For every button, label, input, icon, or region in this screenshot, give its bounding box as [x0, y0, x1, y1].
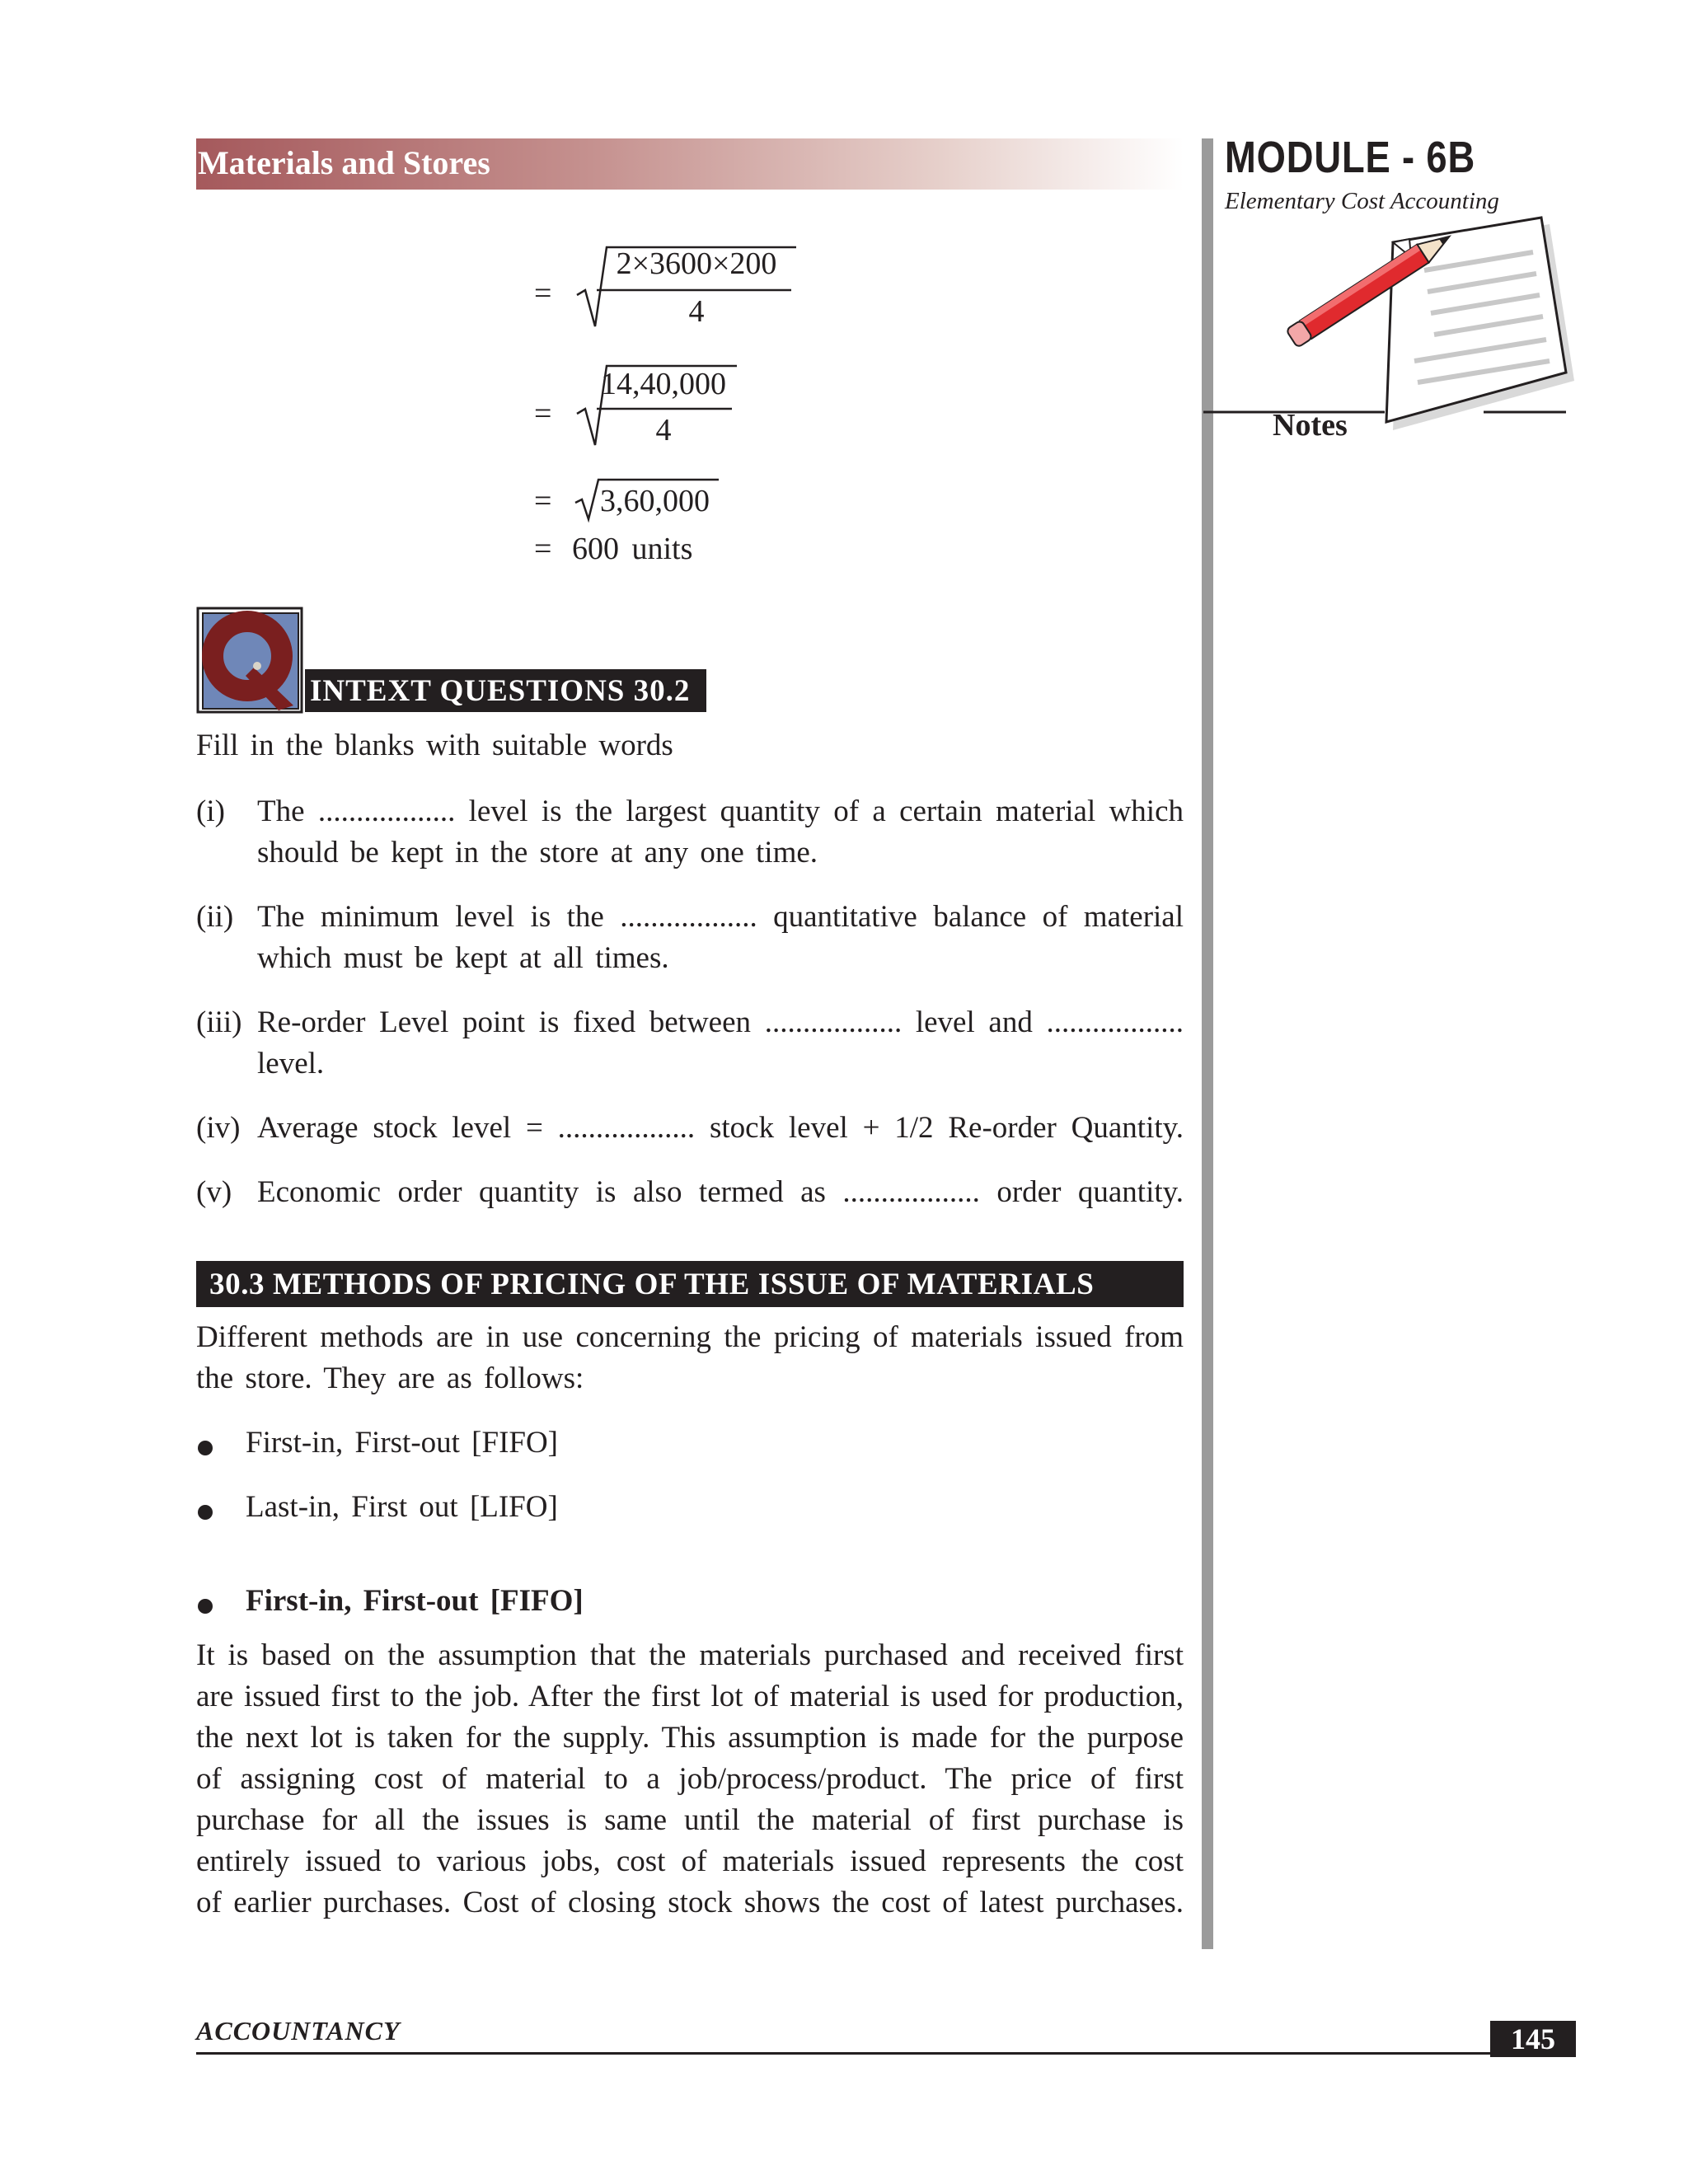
page-number: 145	[1490, 2021, 1576, 2057]
fraction-denominator: 4	[655, 413, 672, 448]
fraction-numerator: 14,40,000	[601, 367, 726, 401]
notes-label: Notes	[1273, 408, 1348, 443]
paragraph-line: entirely issued to various jobs, cost of materials issued represents the cost	[196, 1844, 1184, 1878]
module-subtitle: Elementary Cost Accounting	[1225, 188, 1499, 214]
paragraph-line: the next lot is taken for the supply. This assumption is made for the purpose	[196, 1721, 1184, 1755]
intext-heading: INTEXT QUESTIONS 30.2	[305, 669, 706, 712]
fraction-denominator: 4	[688, 294, 705, 329]
paragraph-line: of assigning cost of material to a job/process/product. The price of first	[196, 1762, 1184, 1796]
question-number: (v)	[196, 1175, 232, 1209]
footer-rule	[196, 2052, 1574, 2055]
method-list-item: Last-in, First out [LIFO]	[246, 1490, 558, 1524]
bullet-icon	[198, 1441, 213, 1455]
paragraph-line: It is based on the assumption that the materials purchased and received first	[196, 1638, 1184, 1672]
question-text: Average stock level = .................. stock level + 1/2 Re-order Quantity.	[257, 1111, 1184, 1145]
question-text-cont: which must be kept at all times.	[257, 941, 669, 975]
question-number: (iii)	[196, 1005, 242, 1039]
equals-sign: =	[534, 532, 552, 566]
question-number: (ii)	[196, 900, 234, 934]
result-value: 600 units	[572, 532, 693, 566]
instruction-text: Fill in the blanks with suitable words	[196, 729, 673, 762]
bullet-icon	[198, 1505, 213, 1520]
question-number: (i)	[196, 794, 225, 828]
question-text: Economic order quantity is also termed as .................. order quantity.	[257, 1175, 1184, 1209]
question-text: Re-order Level point is fixed between .................. level and ..................	[257, 1005, 1184, 1039]
radicand: 3,60,000	[600, 484, 710, 518]
equals-sign: =	[534, 396, 552, 431]
question-text-cont: level.	[257, 1047, 325, 1080]
paragraph-line: purchase for all the issues is same until the material of first purchase is	[196, 1803, 1184, 1837]
footer-subject: ACCOUNTANCY	[196, 2016, 401, 2046]
section-heading: 30.3 METHODS OF PRICING OF THE ISSUE OF MATERIALS	[196, 1261, 1184, 1307]
intro-text-cont: the store. They are as follows:	[196, 1361, 584, 1395]
question-text: The .................. level is the largest quantity of a certain material which	[257, 794, 1184, 828]
method-list-item: First-in, First-out [FIFO]	[246, 1426, 559, 1460]
paragraph-line: of earlier purchases. Cost of closing stock shows the cost of latest purchases.	[196, 1886, 1184, 1919]
question-q-icon	[196, 607, 303, 714]
question-text-cont: should be kept in the store at any one time.	[257, 836, 818, 869]
question-text: The minimum level is the .................. quantitative balance of material	[257, 900, 1184, 934]
paragraph-line: are issued first to the job. After the first lot of material is used for production,	[196, 1680, 1184, 1713]
question-number: (iv)	[196, 1111, 241, 1145]
bullet-icon	[198, 1599, 213, 1614]
intro-text: Different methods are in use concerning the pricing of materials issued from	[196, 1320, 1184, 1354]
equals-sign: =	[534, 484, 552, 518]
notes-pencil-icon	[1203, 216, 1582, 447]
section-title: Materials and Stores	[198, 144, 490, 181]
fraction-numerator: 2×3600×200	[616, 246, 777, 281]
subsection-heading: First-in, First-out [FIFO]	[246, 1584, 584, 1618]
equals-sign: =	[534, 276, 552, 311]
module-title: MODULE - 6B	[1225, 133, 1476, 182]
